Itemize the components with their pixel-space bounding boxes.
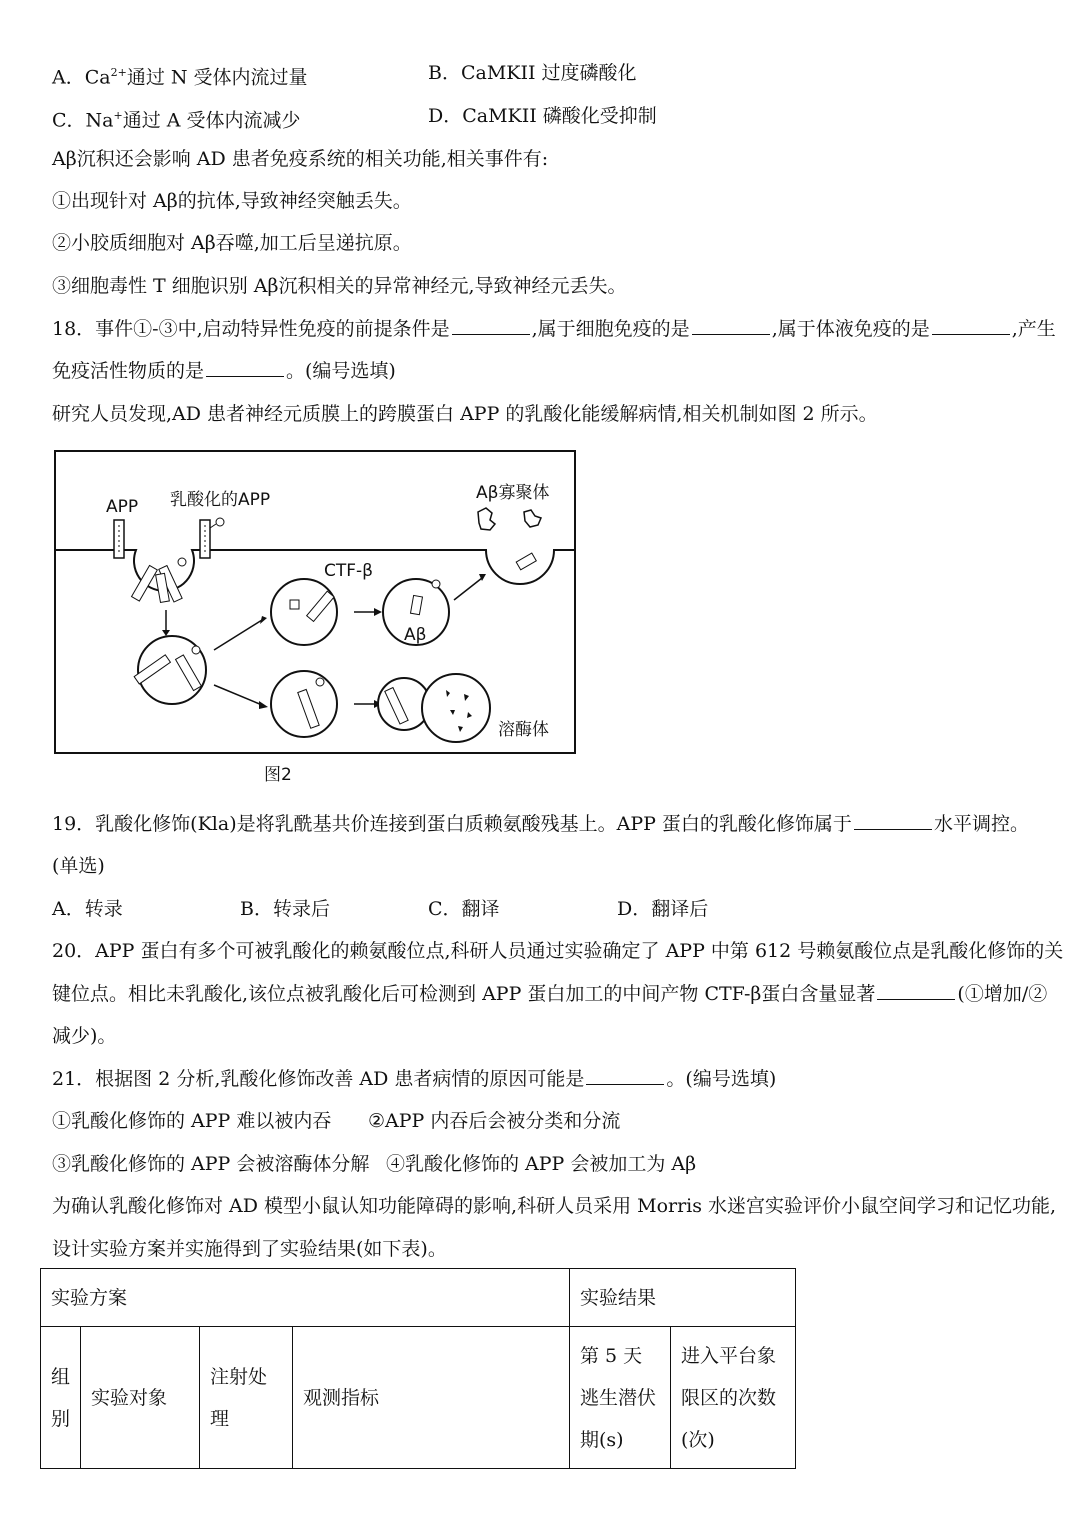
event-1: ①出现针对 Aβ的抗体,导致神经突触丢失。 bbox=[52, 190, 412, 212]
label-oligomer: Aβ寡聚体 bbox=[476, 483, 550, 503]
answer-blank[interactable] bbox=[932, 316, 1010, 335]
answer-blank[interactable] bbox=[692, 316, 770, 335]
question-20-cont: 键位点。相比未乳酸化,该位点被乳酸化后可检测到 APP 蛋白加工的中间产物 CTF-β蛋白含量显著 (①增加/② bbox=[52, 983, 1048, 1005]
figure-intro: 研究人员发现,AD 患者神经元质膜上的跨膜蛋白 APP 的乳酸化能缓解病情,相关机制如图 2 所示。 bbox=[52, 403, 878, 425]
col-latency: 第 5 天逃生潜伏期(s) bbox=[570, 1327, 671, 1469]
immune-intro: Aβ沉积还会影响 AD 患者免疫系统的相关功能,相关事件有: bbox=[52, 148, 549, 170]
question-20: 20．APP 蛋白有多个可被乳酸化的赖氨酸位点,科研人员通过实验确定了 APP 中第 612 号赖氨酸位点是乳酸化修饰的关 bbox=[52, 940, 1064, 962]
header-plan: 实验方案 bbox=[41, 1269, 570, 1327]
lysosome bbox=[422, 674, 490, 742]
label-lactylated-app: 乳酸化的APP bbox=[170, 490, 271, 510]
question-19: 19．乳酸化修饰(Kla)是将乳酰基共价连接到蛋白质赖氨酸残基上。APP 蛋白的乳酸化修饰属于 水平调控。 bbox=[52, 813, 1029, 835]
figure-2 bbox=[54, 450, 594, 790]
q21-choice-2: ②APP 内吞后会被分类和分流 bbox=[368, 1110, 621, 1132]
label-lysosome: 溶酶体 bbox=[498, 720, 549, 740]
q19-option-a: A．转录 bbox=[52, 898, 123, 920]
question-18: 18．事件①-③中,启动特异性免疫的前提条件是 ,属于细胞免疫的是 ,属于体液免疫的是 ,产生 bbox=[52, 318, 1056, 340]
abeta-oligomer bbox=[478, 508, 495, 530]
answer-blank[interactable] bbox=[586, 1066, 664, 1085]
vesicle-ctf bbox=[271, 579, 337, 645]
morris-intro-cont: 设计实验方案并实施得到了实验结果(如下表)。 bbox=[52, 1238, 447, 1260]
option-a: A．$Ca^{2+}$通过 N 受体内流过量 bbox=[52, 66, 308, 89]
question-20-end: 减少)。 bbox=[52, 1025, 117, 1047]
option-d: D．CaMKII 磷酸化受抑制 bbox=[428, 105, 657, 127]
col-entries: 进入平台象限区的次数(次) bbox=[671, 1327, 796, 1469]
answer-blank[interactable] bbox=[854, 811, 932, 830]
label-app: APP bbox=[106, 497, 139, 517]
header-result: 实验结果 bbox=[570, 1269, 796, 1327]
option-b: B．CaMKII 过度磷酸化 bbox=[428, 62, 637, 84]
answer-blank[interactable] bbox=[206, 358, 284, 377]
option-c: C．Na+通过 A 受体内流减少 bbox=[52, 109, 301, 132]
q19-option-b: B．转录后 bbox=[240, 898, 330, 920]
col-indicator: 观测指标 bbox=[293, 1327, 570, 1469]
label-ctf-beta: CTF-β bbox=[324, 561, 374, 581]
label-abeta: Aβ bbox=[404, 625, 427, 645]
q19-option-c: C．翻译 bbox=[428, 898, 500, 920]
q21-choice-3: ③乳酸化修饰的 APP 会被溶酶体分解 bbox=[52, 1153, 370, 1175]
event-2: ②小胶质细胞对 Aβ吞噬,加工后呈递抗原。 bbox=[52, 232, 412, 254]
q19-option-d: D．翻译后 bbox=[617, 898, 709, 920]
figure-caption: 图2 bbox=[264, 765, 292, 785]
q21-choice-4: ④乳酸化修饰的 APP 会被加工为 Aβ bbox=[386, 1153, 697, 1175]
col-injection: 注射处理 bbox=[200, 1327, 293, 1469]
col-group: 组别 bbox=[41, 1327, 81, 1469]
question-18-cont: 免疫活性物质的是 。(编号选填) bbox=[52, 360, 396, 382]
morris-intro: 为确认乳酸化修饰对 AD 模型小鼠认知功能障碍的影响,科研人员采用 Morris 水迷宫实验评价小鼠空间学习和记忆功能, bbox=[52, 1195, 1057, 1217]
q21-choice-1: ①乳酸化修饰的 APP 难以被内吞 bbox=[52, 1110, 332, 1132]
event-3: ③细胞毒性 T 细胞识别 Aβ沉积相关的异常神经元,导致神经元丢失。 bbox=[52, 275, 627, 297]
answer-blank[interactable] bbox=[877, 981, 955, 1000]
abeta-oligomer bbox=[524, 510, 541, 527]
experiment-table bbox=[40, 1268, 796, 1469]
answer-blank[interactable] bbox=[452, 316, 530, 335]
question-21: 21．根据图 2 分析,乳酸化修饰改善 AD 患者病情的原因可能是 。(编号选填) bbox=[52, 1068, 777, 1090]
col-subject: 实验对象 bbox=[81, 1327, 200, 1469]
question-19-note: (单选) bbox=[52, 855, 105, 877]
lactyl-group bbox=[216, 518, 224, 526]
